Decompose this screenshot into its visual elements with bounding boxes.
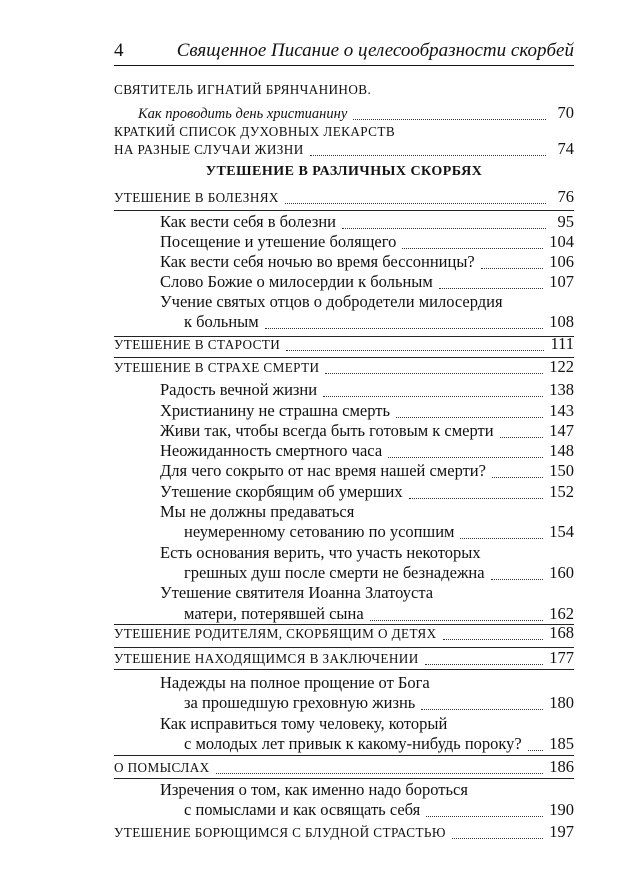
- toc-entry: [114, 563, 574, 585]
- toc-entry-title: Неожиданность смертного часа: [160, 441, 383, 460]
- toc-entry: [114, 693, 574, 715]
- toc-entry-title: О ПОМЫСЛАХ: [114, 760, 210, 775]
- toc-entry-title: Надежды на полное прощение от Бога: [160, 673, 430, 692]
- toc-entry-title: Живи так, чтобы всегда быть готовым к смерти: [160, 421, 494, 440]
- dot-leader: [353, 119, 546, 120]
- toc-entry-title: грешных душ после смерти не безнадежна: [184, 563, 485, 582]
- toc-entry: [114, 757, 574, 779]
- dot-leader: [439, 288, 543, 289]
- toc-entry: [114, 312, 574, 334]
- toc-entry: [114, 232, 574, 254]
- toc-entry: [114, 187, 574, 209]
- dot-leader: [342, 228, 546, 229]
- toc-entry-title: Для чего сокрыто от нас время нашей смерти?: [160, 461, 486, 480]
- toc-entry: [114, 482, 574, 504]
- toc-entry-page: 104: [549, 232, 574, 251]
- toc-entry-title: к больным: [184, 312, 259, 331]
- toc-entry-page: 180: [549, 693, 574, 712]
- toc-entry-title: УТЕШЕНИЕ В СТРАХЕ СМЕРТИ: [114, 360, 320, 375]
- toc-entry: [114, 357, 574, 379]
- toc-entry-title: Изречения о том, как именно надо бороться: [160, 780, 468, 799]
- toc-entry: [114, 714, 574, 736]
- toc-entry-page: 95: [557, 212, 574, 231]
- dot-leader: [491, 579, 544, 580]
- dot-leader: [443, 639, 544, 640]
- toc-entry-page: 107: [549, 272, 574, 291]
- toc-entry-title: УТЕШЕНИЕ РОДИТЕЛЯМ, СКОРБЯЩИМ О ДЕТЯХ: [114, 626, 437, 641]
- toc-entry-page: 162: [549, 604, 574, 623]
- toc-entry-page: 168: [549, 623, 574, 642]
- dot-leader: [460, 538, 543, 539]
- toc-entry: [114, 583, 574, 605]
- toc-entry-title: Утешение скорбящим об умерших: [160, 482, 403, 501]
- toc-entry-page: 190: [549, 800, 574, 819]
- toc-entry: [114, 461, 574, 483]
- toc-entry-page: 108: [549, 312, 574, 331]
- toc-entry: [114, 648, 574, 670]
- dot-leader: [402, 248, 543, 249]
- toc-entry-title: СВЯТИТЕЛЬ ИГНАТИЙ БРЯНЧАНИНОВ.: [114, 82, 372, 97]
- toc-entry-page: 160: [549, 563, 574, 582]
- toc-entry: [114, 401, 574, 423]
- toc-entry-page: 185: [549, 734, 574, 753]
- toc-entry-title: УТЕШЕНИЕ В БОЛЕЗНЯХ: [114, 190, 279, 205]
- table-of-contents: [114, 0, 574, 884]
- toc-entry-title: КРАТКИЙ СПИСОК ДУХОВНЫХ ЛЕКАРСТВ: [114, 124, 396, 139]
- toc-entry: [114, 800, 574, 822]
- dot-leader: [396, 417, 543, 418]
- running-title: Священное Писание о целесообразности скорбей: [176, 40, 574, 61]
- toc-entry-title: за прошедшую греховную жизнь: [184, 693, 416, 712]
- dot-leader: [388, 457, 543, 458]
- dot-leader: [370, 620, 544, 621]
- dot-leader: [325, 373, 543, 374]
- toc-entry-page: 70: [557, 103, 574, 122]
- dot-leader: [286, 350, 544, 351]
- toc-entry: [114, 139, 574, 161]
- dot-leader: [528, 750, 543, 751]
- toc-entry-page: 74: [557, 139, 574, 158]
- dot-leader: [481, 268, 543, 269]
- section-divider: [114, 755, 574, 756]
- dot-leader: [323, 396, 543, 397]
- toc-entry-title: Как исправиться тому человеку, который: [160, 714, 448, 733]
- toc-entry-title: с молодых лет привык к какому-нибудь пороку?: [184, 734, 522, 753]
- toc-entry-title: Учение святых отцов о добродетели милосердия: [160, 292, 503, 311]
- toc-entry-page: 111: [550, 334, 574, 353]
- dot-leader: [265, 328, 544, 329]
- toc-entry-title: Слово Божие о милосердии к больным: [160, 272, 433, 291]
- toc-entry-title: УТЕШЕНИЕ БОРЮЩИМСЯ С БЛУДНОЙ СТРАСТЬЮ: [114, 825, 446, 840]
- toc-entry-page: 143: [549, 401, 574, 420]
- section-divider: [114, 210, 574, 211]
- toc-entry-page: 106: [549, 252, 574, 271]
- dot-leader: [492, 477, 543, 478]
- toc-entry-title: Мы не должны предаваться: [160, 502, 355, 521]
- section-divider: [114, 669, 574, 670]
- dot-leader: [216, 773, 544, 774]
- dot-leader: [421, 709, 543, 710]
- toc-section-heading: [114, 164, 574, 186]
- dot-leader: [500, 437, 544, 438]
- toc-entry-title: Радость вечной жизни: [160, 380, 318, 399]
- toc-entry-page: 122: [549, 357, 574, 376]
- dot-leader: [426, 816, 543, 817]
- toc-entry-title: УТЕШЕНИЕ НАХОДЯЩИМСЯ В ЗАКЛЮЧЕНИИ: [114, 651, 419, 666]
- toc-entry: [114, 292, 574, 314]
- toc-entry: [114, 543, 574, 565]
- toc-entry: [114, 522, 574, 544]
- toc-entry-page: 76: [557, 187, 574, 206]
- toc-entry-page: 148: [549, 441, 574, 460]
- toc-entry-title: УТЕШЕНИЕ В СТАРОСТИ: [114, 337, 281, 352]
- toc-entry: [114, 822, 574, 844]
- toc-entry: [114, 441, 574, 463]
- toc-entry: [114, 421, 574, 443]
- dot-leader: [425, 664, 544, 665]
- toc-entry: [114, 334, 574, 356]
- toc-entry-title: Как проводить день христианину: [138, 106, 348, 122]
- dot-leader: [310, 155, 546, 156]
- toc-entry-page: 177: [549, 648, 574, 667]
- toc-entry-title: Посещение и утешение болящего: [160, 232, 397, 251]
- dot-leader: [452, 838, 543, 839]
- toc-entry: [114, 212, 574, 234]
- toc-entry-title: с помыслами и как освящать себя: [184, 800, 421, 819]
- dot-leader: [285, 203, 546, 204]
- toc-entry-title: Утешение святителя Иоанна Златоуста: [160, 583, 434, 602]
- toc-entry-title: Как вести себя в болезни: [160, 212, 336, 231]
- toc-entry-title: матери, потерявшей сына: [184, 604, 364, 623]
- toc-entry-page: 152: [549, 482, 574, 501]
- toc-entry-page: 138: [549, 380, 574, 399]
- toc-entry: [114, 380, 574, 402]
- toc-entry: [114, 502, 574, 524]
- toc-entry-title: Христианину не страшна смерть: [160, 401, 390, 420]
- toc-entry-page: 154: [549, 522, 574, 541]
- toc-entry: [114, 623, 574, 645]
- toc-entry-title: неумеренному сетованию по усопшим: [184, 522, 455, 541]
- toc-entry-page: 197: [549, 822, 574, 841]
- toc-entry: [114, 272, 574, 294]
- toc-entry-title: УТЕШЕНИЕ В РАЗЛИЧНЫХ СКОРБЯХ: [205, 164, 483, 179]
- dot-leader: [409, 498, 544, 499]
- toc-entry: [114, 103, 574, 125]
- toc-entry-page: 147: [549, 421, 574, 440]
- toc-entry: [114, 780, 574, 802]
- toc-entry-page: 186: [549, 757, 574, 776]
- toc-entry: [114, 252, 574, 274]
- toc-entry-page: 150: [549, 461, 574, 480]
- toc-entry-title: НА РАЗНЫЕ СЛУЧАИ ЖИЗНИ: [114, 142, 304, 157]
- page-number: 4: [114, 40, 124, 61]
- section-divider: [114, 778, 574, 779]
- toc-entry: [114, 673, 574, 695]
- toc-entry-title: Как вести себя ночью во время бессонницы?: [160, 252, 475, 271]
- toc-entry: [114, 734, 574, 756]
- toc-entry: [114, 82, 574, 104]
- toc-entry-title: Есть основания верить, что участь некоторых: [160, 543, 481, 562]
